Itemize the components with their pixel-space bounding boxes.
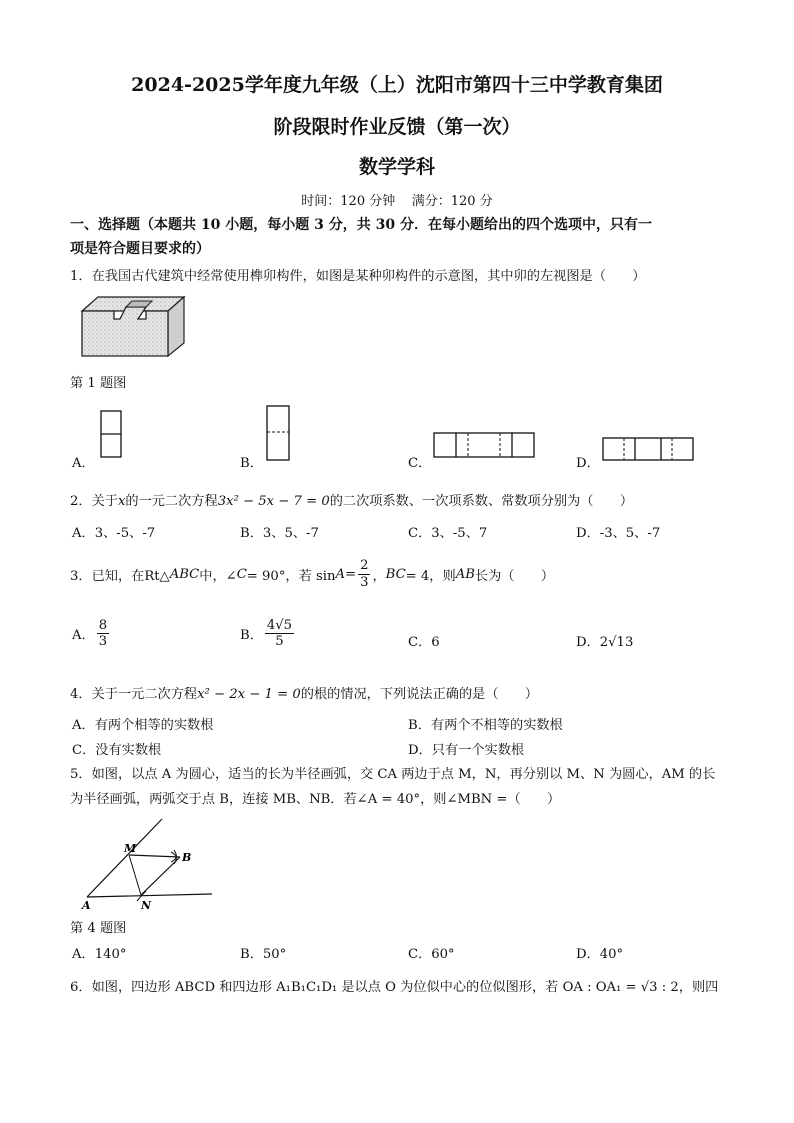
q5-text-line2: 为半径画弧，两弧交于点 B，连接 MB、NB．若∠A = 40°，则∠MBN =（ ） [70, 792, 561, 807]
q1-figure [76, 293, 191, 358]
section-heading: 一、选择题（本题共 10 小题，每小题 3 分，共 30 分．在每小题给出的四个选项中，只有一 [70, 217, 652, 233]
q5-option-a[interactable]: A．140° [72, 947, 127, 962]
q3-eq: = [345, 566, 357, 582]
q3-triangle: ABC [169, 566, 200, 582]
q3-fraction [358, 558, 370, 589]
q4-equation: x² − 2x − 1 = 0 [197, 687, 301, 702]
q6-text-line1: 6．如图，四边形 ABCD 和四边形 A₁B₁C₁D₁ 是以点 O 为位似中心的位似图形，若 OA : OA₁ = √3 : 2，则四 [70, 980, 719, 995]
q1-option-b-figure [266, 405, 290, 461]
q4-option-a[interactable]: A．有两个相等的实数根 [72, 718, 214, 733]
q2-option-a[interactable]: A．3、-5、-7 [72, 526, 156, 541]
q1-option-c[interactable]: C． [408, 456, 432, 471]
q4-option-d[interactable]: D．只有一个实数根 [408, 743, 525, 758]
q3-pre: 3．已知，在Rt△ [70, 568, 170, 584]
q1-option-b[interactable]: B． [240, 456, 263, 471]
q2-pre: 2．关于 [70, 494, 118, 509]
q3-mid3: ， [372, 568, 386, 584]
q2-var: x [117, 494, 126, 509]
q3-option-a-n: 8 [98, 618, 108, 633]
q4-pre: 4．关于一元二次方程 [70, 687, 198, 702]
q3-option-a[interactable] [72, 618, 111, 649]
q3-option-b-label: B． [240, 628, 263, 644]
q5-option-b[interactable]: B．50° [240, 947, 287, 962]
q5-option-d[interactable]: D．40° [576, 947, 624, 962]
q1-option-a[interactable]: A． [72, 456, 95, 471]
time-info: 时间：120 分钟 满分：120 分 [301, 194, 493, 209]
q3-frac-n: 2 [360, 558, 369, 574]
q4-option-b[interactable]: B．有两个不相等的实数根 [408, 718, 563, 733]
q3-option-d-label: D． [576, 635, 600, 650]
q3-option-b-d: 5 [275, 634, 284, 650]
q2-option-c[interactable]: C．3、-5、7 [408, 526, 488, 541]
q5-label-m: M [124, 842, 137, 855]
q4-post: 的根的情况，下列说法正确的是（ ） [300, 687, 539, 702]
q2-text [70, 490, 740, 509]
q5-label-b: B [182, 851, 192, 864]
section-heading-cont: 项是符合题目要求的） [70, 241, 210, 257]
q1-option-d-figure [602, 437, 696, 463]
q1-caption: 第 1 题图 [70, 376, 127, 391]
q2-option-b[interactable]: B．3、5、-7 [240, 526, 319, 541]
q4-option-c[interactable]: C．没有实数根 [72, 743, 162, 758]
q3-option-b-frac [265, 618, 294, 649]
q5-text-line1: 5．如图，以点 A 为圆心，适当的长为半径画弧，交 CA 两边于点 M，N，再分别以 M、N 为圆心，AM 的长 [70, 767, 716, 782]
q3-option-a-label: A． [72, 628, 95, 644]
q2-post: 的二次项系数、一次项系数、常数项分别为（ ） [329, 494, 634, 509]
q1-option-c-figure [433, 432, 537, 460]
q3-option-d[interactable] [576, 631, 633, 650]
q5-label-n: N [141, 899, 152, 912]
q5-caption: 第 4 题图 [70, 921, 127, 936]
q5-label-a: A [82, 899, 91, 912]
q3-option-c[interactable]: C．6 [408, 635, 440, 650]
subject-title: 数学学科 [358, 156, 435, 178]
q3-frac-d: 3 [360, 574, 369, 590]
q5-figure [80, 815, 220, 915]
q3-angle-c: C [236, 566, 247, 582]
q3-ab: AB [455, 566, 475, 582]
q1-option-d[interactable]: D． [576, 456, 600, 471]
q5-option-c[interactable]: C．60° [408, 947, 455, 962]
page-subtitle: 阶段限时作业反馈（第一次） [273, 116, 521, 138]
q3-bc: BC [385, 566, 406, 582]
q2-equation: 3x² − 5x − 7 = 0 [217, 494, 330, 509]
q3-mid2: = 90°，若 sin [246, 568, 336, 584]
q3-option-d-value: 2√13 [599, 635, 634, 650]
q3-option-a-d: 3 [98, 634, 108, 650]
q3-angle-a: A [335, 566, 345, 582]
q3-option-a-frac [97, 618, 109, 649]
q3-mid1: 中，∠ [199, 568, 237, 584]
q3-post: 长为（ ） [474, 568, 555, 584]
q1-text: 1．在我国古代建筑中经常使用榫卯构件，如图是某种卯构件的示意图，其中卯的左视图是（ ） [70, 269, 646, 284]
q2-mid: 的一元二次方程 [125, 494, 218, 509]
q3-option-b[interactable] [240, 618, 296, 649]
page-title: 2024-2025学年度九年级（上）沈阳市第四十三中学教育集团 [131, 74, 663, 96]
q4-text [70, 683, 740, 702]
q3-text [70, 552, 740, 596]
q2-option-d[interactable]: D．-3、5、-7 [576, 526, 661, 541]
q3-mid4: = 4，则 [405, 568, 456, 584]
q1-option-a-figure [100, 410, 122, 460]
q3-option-b-n: 4√5 [266, 618, 293, 633]
